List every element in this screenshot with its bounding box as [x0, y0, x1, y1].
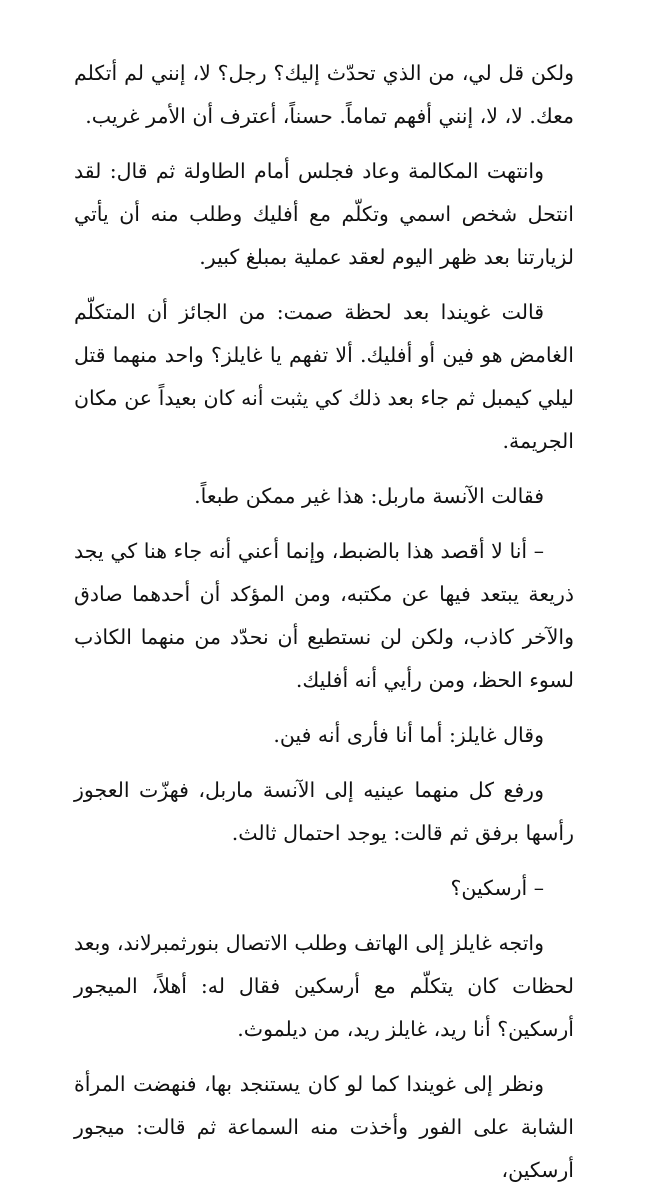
paragraph-9: واتجه غايلز إلى الهاتف وطلب الاتصال بنورثمبرلاند، وبعد لحظات كان يتكلّم مع أرسكين فقال له: أهلاً، الميجور أرسكين؟ أنا ريد، غايلز ريد، من ديلموث. — [74, 931, 574, 1041]
paragraph-3: قالت غويندا بعد لحظة صمت: من الجائز أن المتكلّم الغامض هو فين أو أفليك. ألا تفهم يا غايلز؟ واحد منهما قتل ليلي كيمبل ثم جاء بعد ذلك كي يثبت أنه كان بعيداً عن مكان الجريمة. — [74, 300, 574, 453]
paragraph-2: وانتهت المكالمة وعاد فجلس أمام الطاولة ثم قال: لقد انتحل شخص اسمي وتكلّم مع أفليك وطلب منه أن يأتي لزيارتنا بعد ظهر اليوم لعقد عملية بمبلغ كبير. — [74, 159, 574, 269]
paragraph-8: – أرسكين؟ — [450, 876, 544, 900]
paragraph-10: ونظر إلى غويندا كما لو كان يستنجد بها، فنهضت المرأة الشابة على الفور وأخذت منه السماعة ثم قالت: ميجور أرسكين، — [74, 1072, 574, 1182]
paragraph-4: فقالت الآنسة ماربل: هذا غير ممكن طبعاً. — [194, 484, 544, 508]
paragraph-1: ولكن قل لي، من الذي تحدّث إليك؟ رجل؟ لا، إنني لم أتكلم معك. لا، لا، إنني أفهم تماماً. حسناً، أعترف أن الأمر غريب. — [74, 61, 574, 128]
paragraph-6: وقال غايلز: أما أنا فأرى أنه فين. — [273, 723, 544, 747]
paragraph-5: – أنا لا أقصد هذا بالضبط، وإنما أعني أنه جاء هنا كي يجد ذريعة يبتعد فيها عن مكتبه، ومن المؤكد أن أحدهما صادق والآخر كاذب، ولكن لن نستطيع أن نحدّد من منهما الكاذب لسوء الحظ، ومن رأيي أنه أفليك. — [74, 539, 574, 692]
paragraph-7: ورفع كل منهما عينيه إلى الآنسة ماربل، فهزّت العجوز رأسها برفق ثم قالت: يوجد احتمال ثالث. — [74, 778, 574, 845]
